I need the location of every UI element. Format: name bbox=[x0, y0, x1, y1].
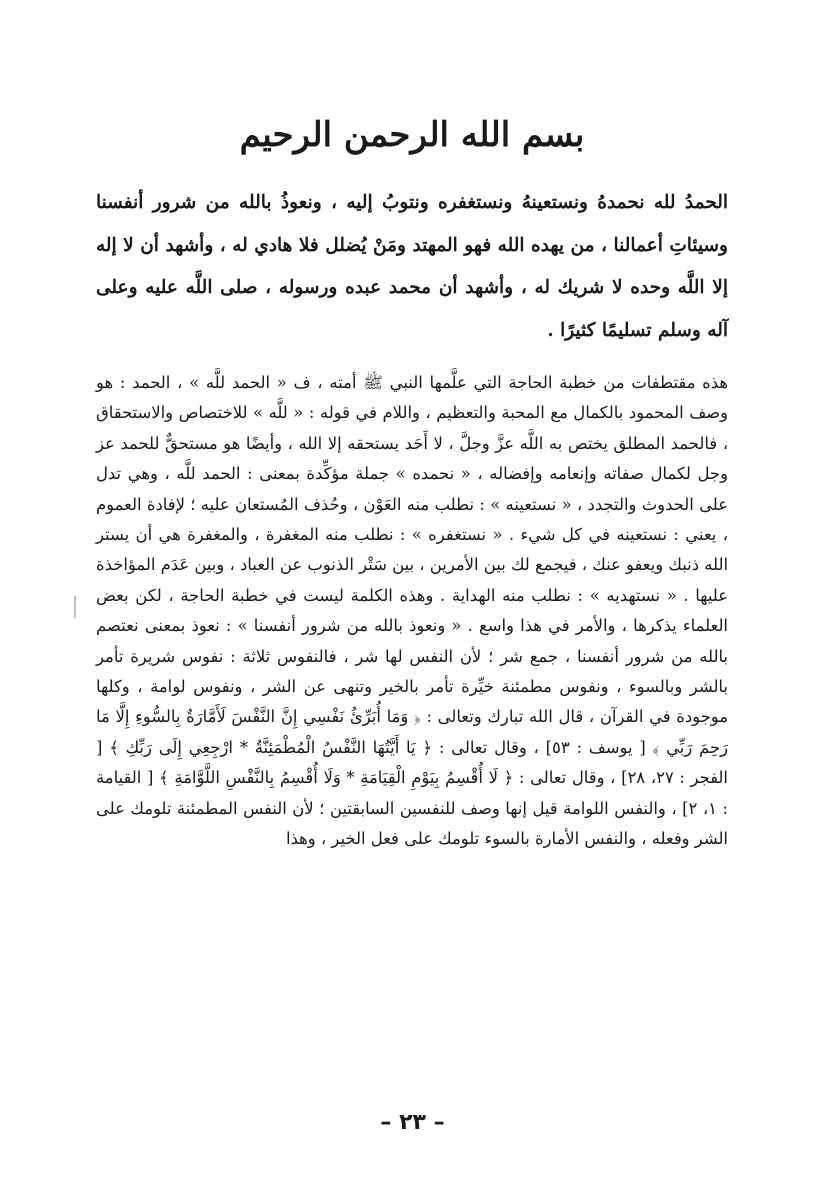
margin-mark bbox=[74, 596, 76, 618]
page-number: – ٢٣ – bbox=[380, 1110, 445, 1135]
commentary-paragraph: هذه مقتطفات من خطبة الحاجة التي علَّمها النبي ﷺ أمته ، ف « الحمد للَّه » ، الحمد : هو وصف المحمود بالكمال مع المحبة والتعظيم ، واللام في قوله : « للَّه » للاختصاص والاستحقاق ، فالحمد المطلق يختص به اللَّه عزَّ وجلَّ ، لا أَحَد يستحقه إلا الله ، وأيضًا هو مستحقٌّ للحمد عز وجل لكمال صفاته وإنعامه وإفضاله ، « نحمده » جملة مؤكِّدة بمعنى : الحمد للَّه ، وهي تدل على الحدوث والتجدد ، « نستعينه » : نطلب منه العَوْن ، وحُذف المُستعان عليه ؛ لإفادة العموم ، يعني : نستعينه في كل شيء . « نستغفره » : نطلب منه المغفرة ، والمغفرة هي أن يستر الله ذنبك ويعفو عنك ، فيجمع لك بين الأمرين ، بين سَتْر الذنوب عن العباد ، وبين عَدَم المؤاخذة عليها . « نستهديه » : نطلب منه الهداية . وهذه الكلمة ليست في خطبة الحاجة ، لكن بعض العلماء يذكرها ، والأمر في هذا واسع . « ونعوذ بالله من شرور أنفسنا » : نعوذ بمعنى نعتصم بالله من شرور أنفسنا ، جمع شر ؛ لأن النفس لها شر ، فالنفوس ثلاثة : نفوس شريرة تأمر بالشر وبالسوء ، ونفوس مطمئنة خيِّرة تأمر بالخير وتنهى عن الشر ، ونفوس لوامة ، وكلها موجودة في القرآن ، قال الله تبارك وتعالى : ﴿ وَمَا أُبَرِّئُ نَفْسِي إِنَّ النَّفْسَ لَأَمَّارَةٌ بِالسُّوءِ إِلَّا مَا رَحِمَ رَبِّي ﴾ [ يوسف : ٥٣] ، وقال تعالى : ﴿ يَا أَيَّتُهَا النَّفْسُ الْمُطْمَئِنَّةُ * ارْجِعِي إِلَى رَبِّكِ ﴾ [ الفجر : ٢٧، ٢٨] ، وقال تعالى : ﴿ لَا أُقْسِمُ بِيَوْمِ الْقِيَامَةِ * وَلَا أُقْسِمُ بِالنَّفْسِ اللَّوَّامَةِ ﴾ [ القيامة : ١، ٢] ، والنفس اللوامة قيل إنها وصف للنفسين السابقتين ؛ لأن النفس المطمئنة تلومك على الشر وفعله ، والنفس الأمارة بالسوء تلومك على فعل الخير ، وهذا bbox=[96, 373, 728, 849]
basmala-title: بسم الله الرحمن الرحيم bbox=[239, 115, 585, 155]
page-content bbox=[96, 112, 728, 855]
opening-paragraph: الحمدُ لله نحمدهُ ونستعينهُ ونستغفره ونتوبُ إليه ، ونعوذُ بالله من شرور أنفسنا وسيئاتِ أعمالنا ، من يهده الله فهو المهتد ومَنْ يُضلل فلا هادي له ، وأشهد أن لا إله إلا اللَّه وحده لا شريك له ، وأشهد أن محمد عبده ورسوله ، صلى اللَّه عليه وعلى آله وسلم تسليمًا كثيرًا . bbox=[96, 192, 728, 341]
